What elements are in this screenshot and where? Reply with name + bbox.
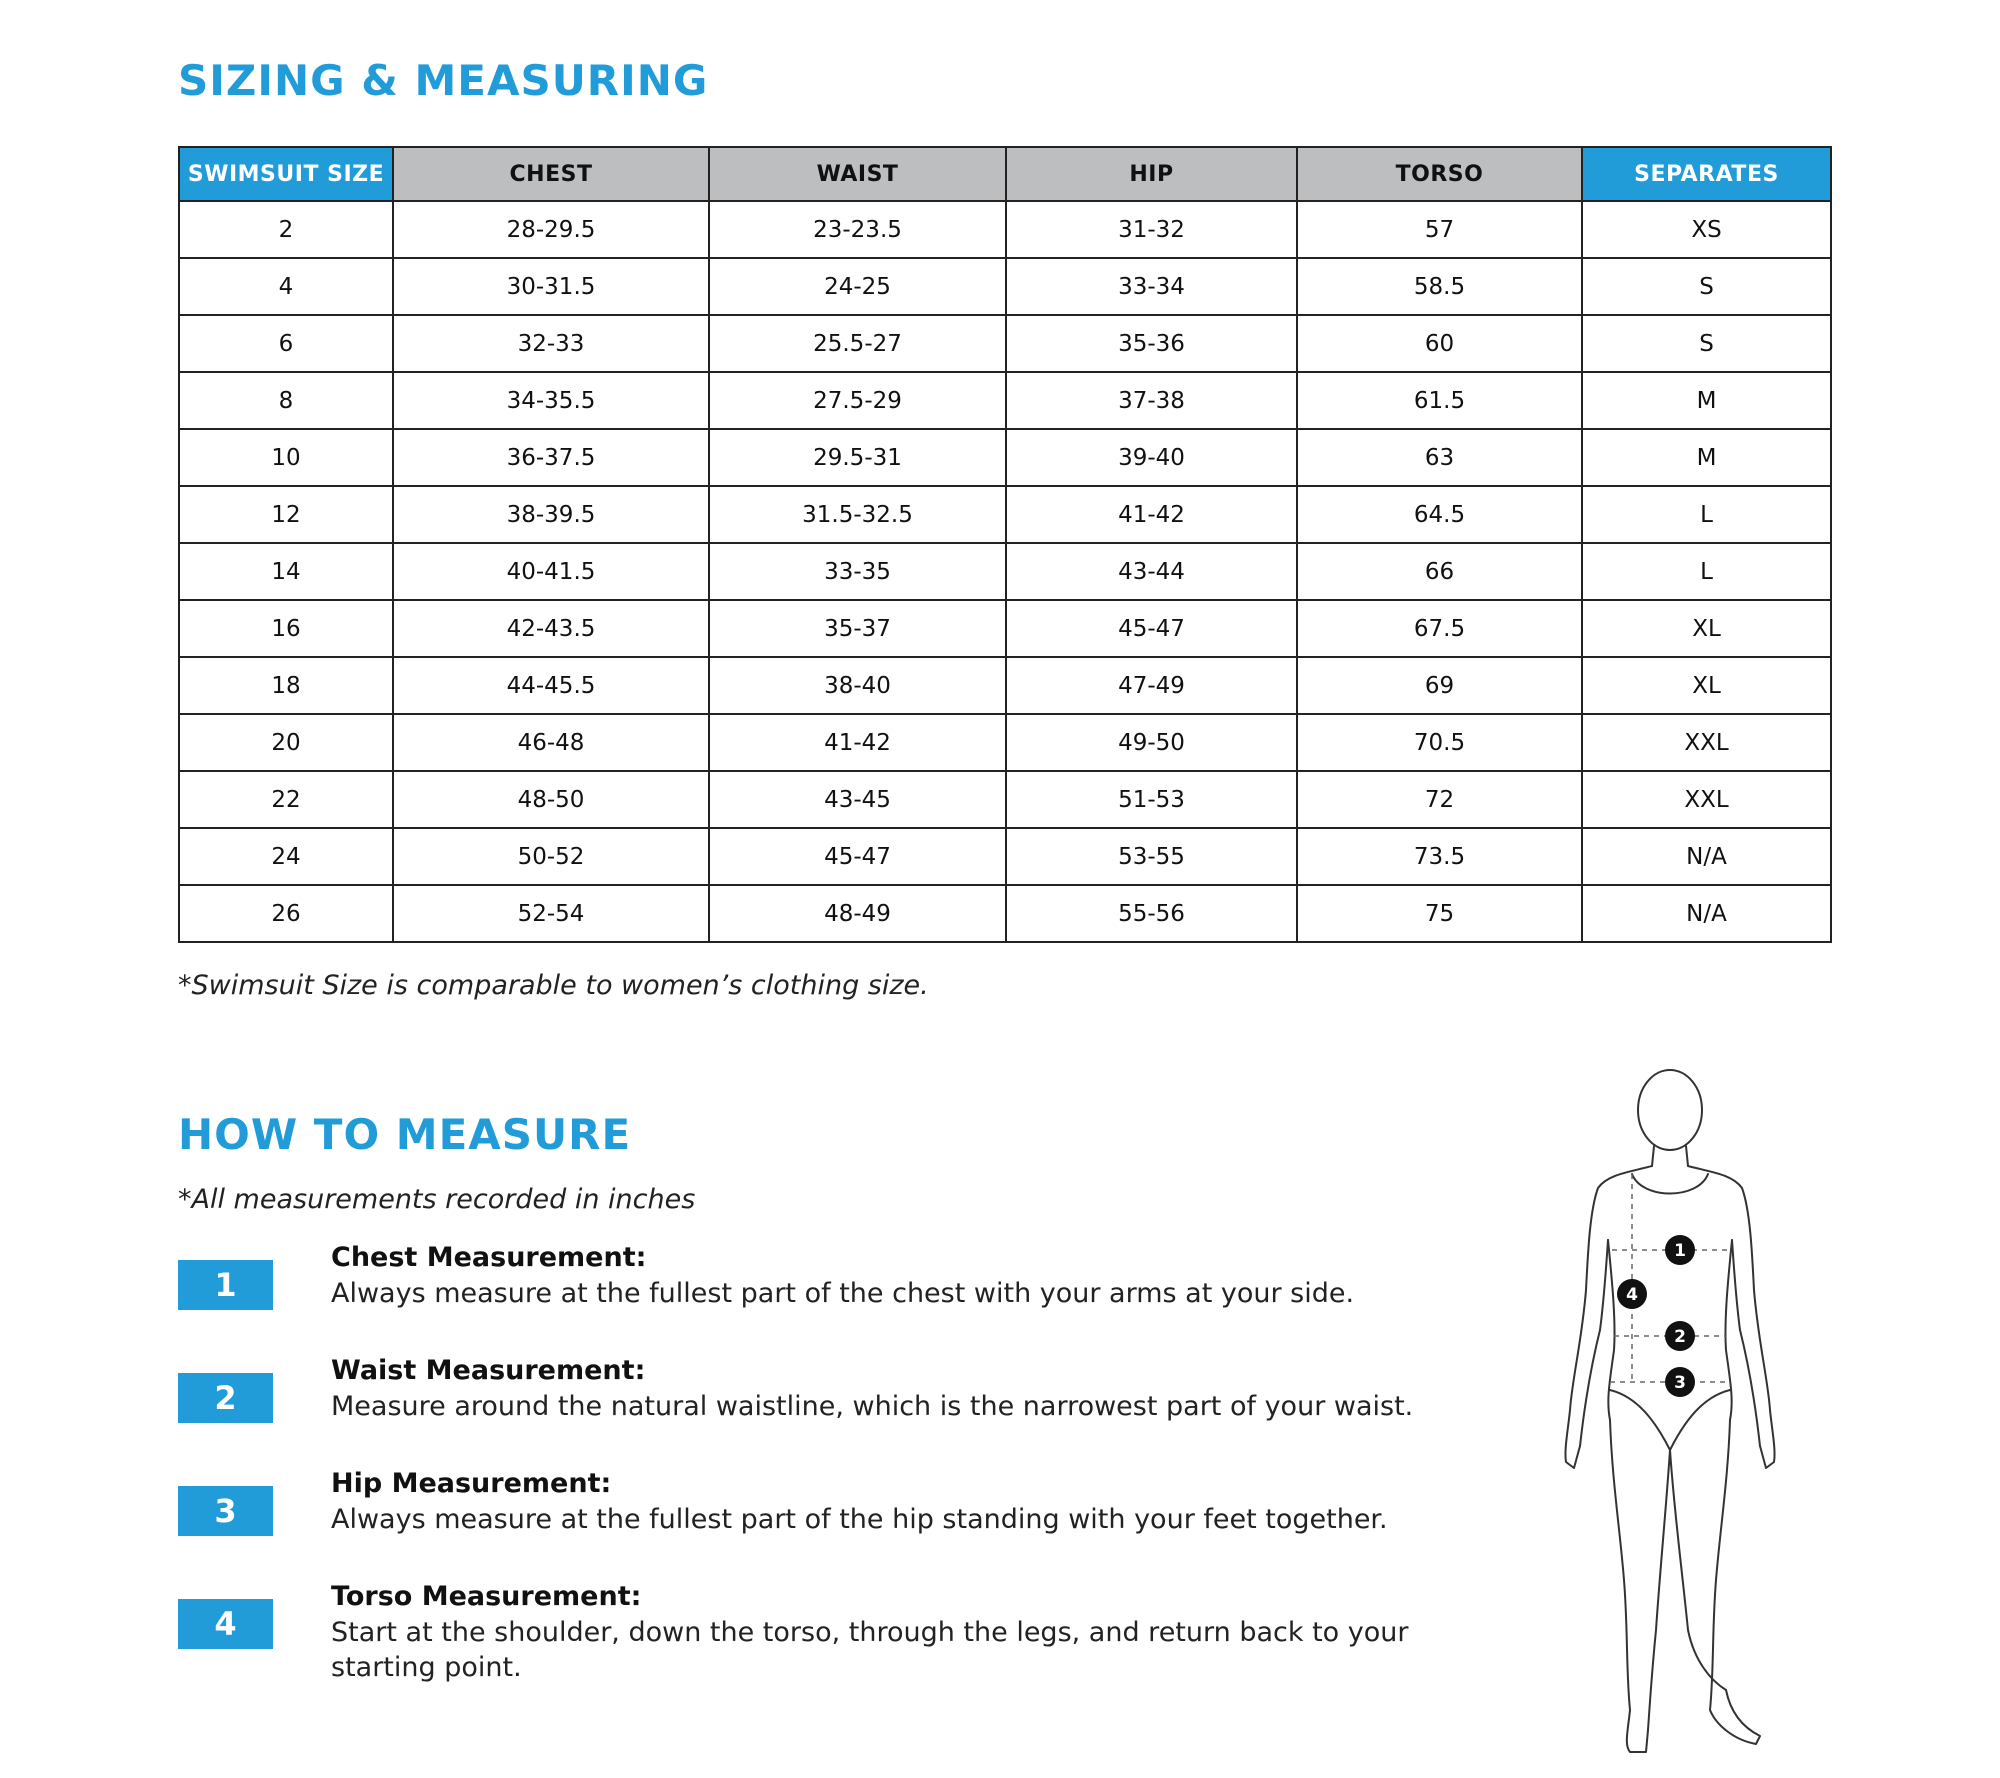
- cell-torso: 61.5: [1297, 372, 1582, 429]
- cell-hip: 41-42: [1006, 486, 1297, 543]
- column-header-waist: WAIST: [709, 147, 1006, 201]
- cell-waist: 35-37: [709, 600, 1006, 657]
- cell-separates: XXL: [1582, 714, 1831, 771]
- cell-swimsuit-size: 4: [179, 258, 393, 315]
- cell-waist: 41-42: [709, 714, 1006, 771]
- cell-swimsuit-size: 6: [179, 315, 393, 372]
- cell-hip: 39-40: [1006, 429, 1297, 486]
- cell-torso: 66: [1297, 543, 1582, 600]
- cell-waist: 25.5-27: [709, 315, 1006, 372]
- cell-chest: 50-52: [393, 828, 709, 885]
- step-heading: Chest Measurement:: [331, 1242, 647, 1273]
- cell-torso: 75: [1297, 885, 1582, 942]
- cell-waist: 23-23.5: [709, 201, 1006, 258]
- cell-chest: 40-41.5: [393, 543, 709, 600]
- cell-separates: XL: [1582, 657, 1831, 714]
- sizing-title: SIZING & MEASURING: [178, 56, 709, 105]
- cell-swimsuit-size: 20: [179, 714, 393, 771]
- cell-separates: XXL: [1582, 771, 1831, 828]
- cell-chest: 36-37.5: [393, 429, 709, 486]
- cell-chest: 46-48: [393, 714, 709, 771]
- cell-torso: 60: [1297, 315, 1582, 372]
- cell-separates: N/A: [1582, 828, 1831, 885]
- step-description: Always measure at the fullest part of the chest with your arms at your side.: [331, 1278, 1355, 1309]
- table-row: [179, 885, 1831, 942]
- cell-chest: 48-50: [393, 771, 709, 828]
- cell-hip: 35-36: [1006, 315, 1297, 372]
- cell-chest: 52-54: [393, 885, 709, 942]
- table-row: [179, 771, 1831, 828]
- table-row: [179, 429, 1831, 486]
- column-header-separates: SEPARATES: [1582, 147, 1831, 201]
- cell-separates: XS: [1582, 201, 1831, 258]
- cell-torso: 57: [1297, 201, 1582, 258]
- cell-waist: 31.5-32.5: [709, 486, 1006, 543]
- cell-separates: S: [1582, 258, 1831, 315]
- cell-torso: 69: [1297, 657, 1582, 714]
- cell-torso: 73.5: [1297, 828, 1582, 885]
- cell-chest: 30-31.5: [393, 258, 709, 315]
- cell-waist: 27.5-29: [709, 372, 1006, 429]
- cell-hip: 43-44: [1006, 543, 1297, 600]
- cell-hip: 33-34: [1006, 258, 1297, 315]
- cell-chest: 44-45.5: [393, 657, 709, 714]
- cell-waist: 33-35: [709, 543, 1006, 600]
- cell-waist: 29.5-31: [709, 429, 1006, 486]
- figure-badge-waist: [1665, 1321, 1695, 1351]
- how-to-measure-title: HOW TO MEASURE: [178, 1110, 632, 1159]
- cell-separates: L: [1582, 543, 1831, 600]
- cell-hip: 45-47: [1006, 600, 1297, 657]
- cell-hip: 49-50: [1006, 714, 1297, 771]
- cell-swimsuit-size: 16: [179, 600, 393, 657]
- cell-waist: 38-40: [709, 657, 1006, 714]
- column-header-hip: HIP: [1006, 147, 1297, 201]
- table-row: [179, 315, 1831, 372]
- cell-torso: 63: [1297, 429, 1582, 486]
- cell-chest: 42-43.5: [393, 600, 709, 657]
- cell-chest: 38-39.5: [393, 486, 709, 543]
- cell-hip: 53-55: [1006, 828, 1297, 885]
- cell-swimsuit-size: 22: [179, 771, 393, 828]
- cell-waist: 48-49: [709, 885, 1006, 942]
- measurement-guides: [1610, 1174, 1730, 1382]
- table-row: [179, 258, 1831, 315]
- cell-swimsuit-size: 2: [179, 201, 393, 258]
- table-row: [179, 201, 1831, 258]
- table-row: [179, 543, 1831, 600]
- cell-swimsuit-size: 18: [179, 657, 393, 714]
- cell-swimsuit-size: 14: [179, 543, 393, 600]
- cell-swimsuit-size: 24: [179, 828, 393, 885]
- cell-separates: S: [1582, 315, 1831, 372]
- step-description: Measure around the natural waistline, which is the narrowest part of your waist.: [331, 1391, 1414, 1422]
- table-body: [179, 201, 1831, 942]
- step-number-badge: 3: [178, 1486, 273, 1536]
- cell-separates: M: [1582, 372, 1831, 429]
- step-number-badge: 1: [178, 1260, 273, 1310]
- cell-torso: 72: [1297, 771, 1582, 828]
- step-heading: Hip Measurement:: [331, 1468, 612, 1499]
- table-row: [179, 657, 1831, 714]
- size-footnote: *Swimsuit Size is comparable to women’s clothing size.: [178, 970, 929, 1001]
- cell-hip: 31-32: [1006, 201, 1297, 258]
- cell-torso: 64.5: [1297, 486, 1582, 543]
- step-number-badge: 4: [178, 1599, 273, 1649]
- column-header-swimsuit-size: SWIMSUIT SIZE: [179, 147, 393, 201]
- figure-badge-label: 3: [1674, 1373, 1686, 1393]
- cell-separates: M: [1582, 429, 1831, 486]
- table-row: [179, 714, 1831, 771]
- cell-chest: 28-29.5: [393, 201, 709, 258]
- figure-badge-hip: [1665, 1367, 1695, 1397]
- step-number-badge: 2: [178, 1373, 273, 1423]
- step-description: Start at the shoulder, down the torso, through the legs, and return back to your starting point.: [331, 1617, 1409, 1683]
- figure-badge-chest: [1665, 1235, 1695, 1265]
- step-heading: Waist Measurement:: [331, 1355, 646, 1386]
- table-row: [179, 600, 1831, 657]
- units-note: *All measurements recorded in inches: [178, 1184, 696, 1215]
- step-heading: Torso Measurement:: [331, 1581, 642, 1612]
- cell-chest: 32-33: [393, 315, 709, 372]
- table-row: [179, 486, 1831, 543]
- cell-waist: 43-45: [709, 771, 1006, 828]
- cell-hip: 37-38: [1006, 372, 1297, 429]
- step-description: Always measure at the fullest part of the hip standing with your feet together.: [331, 1504, 1388, 1535]
- cell-swimsuit-size: 8: [179, 372, 393, 429]
- table-row: [179, 828, 1831, 885]
- cell-hip: 47-49: [1006, 657, 1297, 714]
- figure-badge-label: 1: [1674, 1241, 1686, 1261]
- cell-hip: 51-53: [1006, 771, 1297, 828]
- cell-chest: 34-35.5: [393, 372, 709, 429]
- cell-separates: N/A: [1582, 885, 1831, 942]
- cell-swimsuit-size: 26: [179, 885, 393, 942]
- figure-badge-label: 4: [1626, 1285, 1638, 1305]
- figure-badge-label: 2: [1674, 1327, 1686, 1347]
- body-outline: [1565, 1070, 1774, 1752]
- cell-separates: L: [1582, 486, 1831, 543]
- column-header-chest: CHEST: [393, 147, 709, 201]
- cell-waist: 45-47: [709, 828, 1006, 885]
- cell-swimsuit-size: 12: [179, 486, 393, 543]
- cell-torso: 58.5: [1297, 258, 1582, 315]
- table-header-row: [179, 147, 1831, 201]
- figure-badge-torso: [1617, 1279, 1647, 1309]
- body-outline-figure: [1520, 1050, 1820, 1760]
- cell-swimsuit-size: 10: [179, 429, 393, 486]
- column-header-torso: TORSO: [1297, 147, 1582, 201]
- cell-torso: 67.5: [1297, 600, 1582, 657]
- cell-torso: 70.5: [1297, 714, 1582, 771]
- cell-hip: 55-56: [1006, 885, 1297, 942]
- cell-separates: XL: [1582, 600, 1831, 657]
- table-row: [179, 372, 1831, 429]
- size-chart-table: [178, 146, 1832, 943]
- cell-waist: 24-25: [709, 258, 1006, 315]
